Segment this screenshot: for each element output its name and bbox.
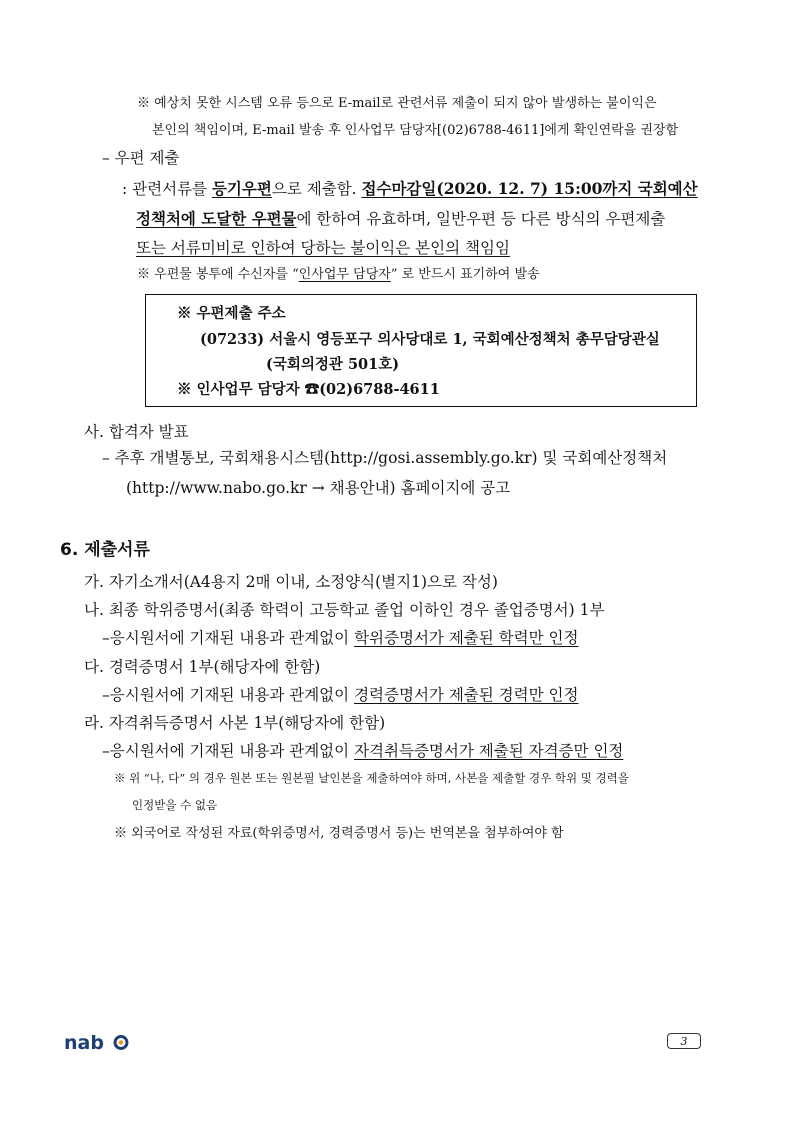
postal-heading: – 우편 제출 (102, 149, 180, 167)
email-note-line2: 본인의 책임이며, E-mail 발송 후 인사업무 담당자[(02)6788-4611]에게 확인연락을 권장함 (152, 123, 679, 138)
announcement-heading: 사. 합격자 발표 (84, 423, 189, 441)
item-ga: 가. 자기소개서(A4용지 2매 이내, 소정양식(별지1)으로 작성) (84, 573, 498, 591)
item-na-sub (102, 629, 578, 648)
postal-address: (07233) 서울시 영등포구 의사당대로 1, 국회예산정책처 총무담당관실 (200, 331, 660, 348)
item-da: 다. 경력증명서 1부(해당자에 한함) (84, 658, 321, 676)
envelope-note-text: ※ 우편물 봉투에 수신자를 “ (137, 267, 299, 282)
item-na: 나. 최종 학위증명서(최종 학력이 고등학교 졸업 이하인 경우 졸업증명서) 1부 (84, 601, 605, 619)
hr-contact: ※ 인사업무 담당자 ☎(02)6788-4611 (177, 381, 440, 398)
deadline-emphasis: 접수마감일(2020. 12. 7) 15:00까지 국회예산 (361, 179, 698, 198)
envelope-note (137, 267, 540, 283)
translation-note: ※ 외국어로 작성된 자료(학위증명서, 경력증명서 등)는 번역본을 첨부하여야 함 (114, 826, 564, 841)
item-na-sub-text: –응시원서에 기재된 내용과 관계없이 (102, 629, 355, 647)
page-number: 3 (667, 1033, 701, 1049)
item-da-sub-emphasis: 경력증명서가 제출된 경력만 인정 (354, 686, 579, 704)
nabo-logo (64, 1031, 132, 1053)
postal-line2-text: 에 한하여 유효하며, 일반우편 등 다른 방식의 우편제출 (296, 210, 666, 228)
item-ra-sub-emphasis: 자격취득증명서가 제출된 자격증만 인정 (354, 742, 624, 760)
postal-line2 (136, 210, 665, 229)
nabo-logo-text: nab (64, 1032, 104, 1053)
postal-line1-text: : 관련서류를 (122, 180, 212, 198)
postal-address-building: (국회의정관 501호) (266, 356, 400, 373)
announcement-line2: (http://www.nabo.go.kr → 채용안내) 홈페이지에 공고 (126, 479, 511, 497)
announcement-line1: – 추후 개별통보, 국회채용시스템(http://gosi.assembly.go.kr) 및 국회예산정책처 (102, 449, 668, 467)
original-docs-note-line2: 인정받을 수 없음 (132, 798, 218, 812)
postal-line1 (122, 180, 698, 199)
item-da-sub-text: –응시원서에 기재된 내용과 관계없이 (102, 686, 355, 704)
item-da-sub (102, 686, 578, 705)
postal-line1-text2: 으로 제출함. (271, 180, 362, 198)
arrival-emphasis: 정책처에 도달한 우편물 (136, 209, 297, 228)
item-ra-sub (102, 742, 623, 761)
recipient-emphasis: 인사업무 담당자 (298, 267, 391, 282)
section6-title: 6. 제출서류 (60, 540, 150, 560)
item-ra-sub-text: –응시원서에 기재된 내용과 관계없이 (102, 742, 355, 760)
registered-mail-emphasis: 등기우편 (211, 179, 272, 198)
original-docs-note-line1: ※ 위 “나, 다” 의 경우 원본 또는 원본필 날인본을 제출하여야 하며, 사본을 제출할 경우 학위 및 경력을 (114, 771, 629, 785)
postal-address-title: ※ 우편제출 주소 (177, 305, 286, 322)
postal-line3: 또는 서류미비로 인하여 당하는 불이익은 본인의 책임임 (136, 239, 510, 257)
email-note-line1: ※ 예상치 못한 시스템 오류 등으로 E-mail로 관련서류 제출이 되지 않아 발생하는 불이익은 (137, 96, 657, 111)
envelope-note-text2: ” 로 반드시 표기하여 발송 (390, 267, 540, 282)
item-ra: 라. 자격취득증명서 사본 1부(해당자에 한함) (84, 714, 386, 732)
item-na-sub-emphasis: 학위증명서가 제출된 학력만 인정 (354, 629, 579, 647)
